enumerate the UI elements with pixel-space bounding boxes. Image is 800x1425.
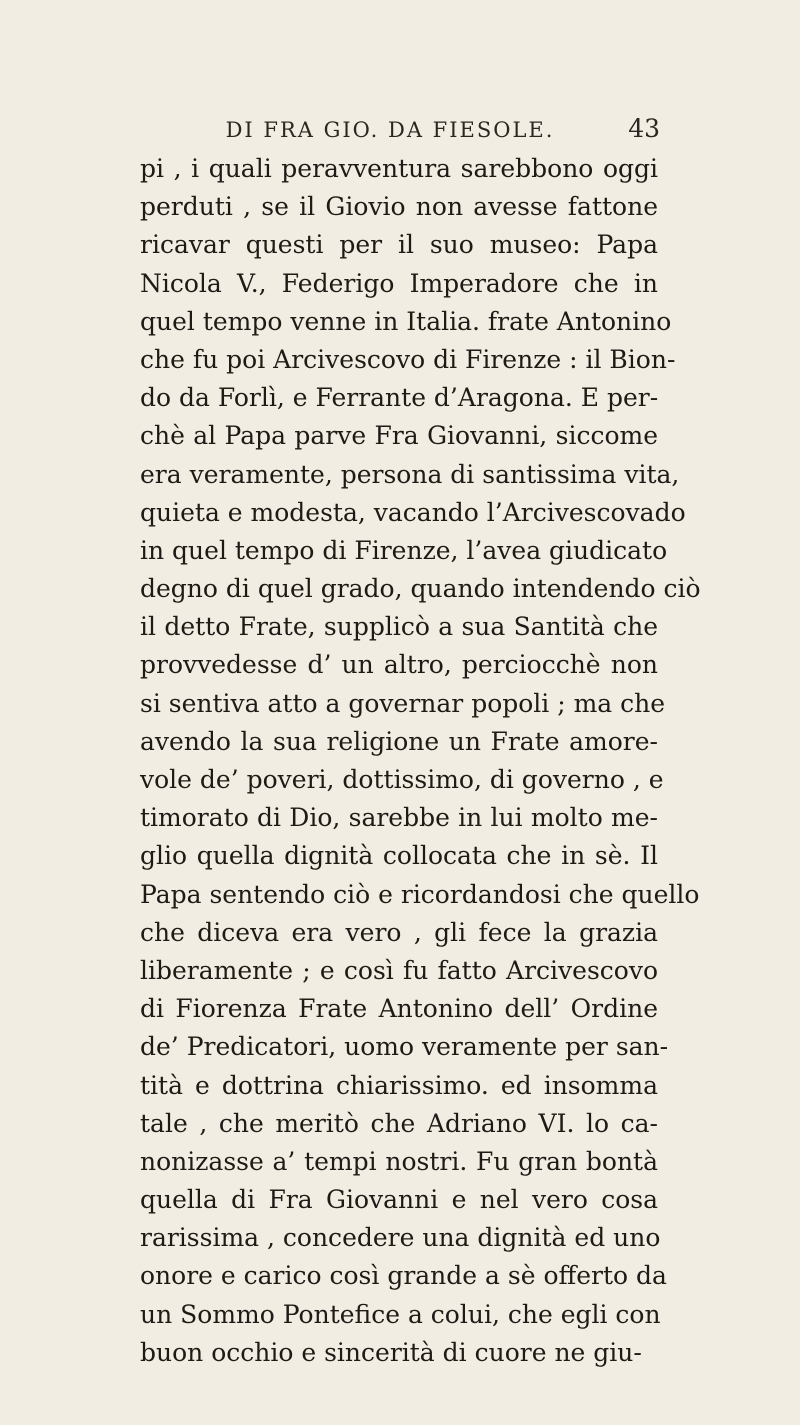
text-line: glio quella dignità collocata che in sè. Il — [140, 841, 658, 871]
text-line: onore e carico così grande a sè offerto da — [140, 1261, 667, 1291]
text-line: quella di Fra Giovanni e nel vero cosa — [140, 1185, 658, 1215]
text-line: buon occhio e sincerità di cuore ne giu- — [140, 1337, 642, 1367]
text-line: un Sommo Pontefice a colui, che egli con — [140, 1299, 661, 1329]
text-line: era veramente, persona di santissima vita, — [140, 459, 680, 489]
running-head: DI FRA GIO. DA FIESOLE. — [225, 118, 555, 142]
text-line: tità e dottrina chiarissimo. ed insomma — [140, 1070, 658, 1100]
text-line: do da Forlì, e Ferrante d’Aragona. E per- — [140, 383, 659, 413]
text-line: quel tempo venne in Italia. frate Antonino — [140, 306, 672, 336]
text-line: che fu poi Arcivescovo di Firenze : il Bion- — [140, 344, 676, 374]
text-line: vole de’ poveri, dottissimo, di governo , e — [140, 765, 664, 794]
text-line: Nicola V., Federigo Imperadore che in — [140, 268, 658, 298]
text-line: quieta e modesta, vacando l’Arcivescovado — [140, 497, 686, 527]
text-line: degno di quel grado, quando intendendo ciò — [140, 574, 701, 604]
body-text — [140, 150, 701, 1372]
text-line: perduti , se il Giovio non avesse fattone — [140, 192, 658, 222]
text-line: di Fiorenza Frate Antonino dell’ Ordine — [140, 994, 658, 1024]
text-line: rarissima , concedere una dignità ed uno — [140, 1223, 661, 1253]
text-line: chè al Papa parve Fra Giovanni, siccome — [140, 421, 658, 451]
text-line: ricavar questi per il suo museo: Papa — [140, 230, 658, 260]
text-line: in quel tempo di Firenze, l’avea giudicato — [140, 535, 668, 565]
text-line: avendo la sua religione un Frate amore- — [140, 726, 658, 756]
text-line: liberamente ; e così fu fatto Arcivescovo — [140, 955, 658, 985]
text-line: provvedesse d’ un altro, perciocchè non — [140, 650, 658, 680]
text-line: timorato di Dio, sarebbe in lui molto me- — [140, 803, 658, 833]
text-line: Papa sentendo ciò e ricordandosi che quello — [140, 879, 700, 909]
text-line: tale , che meritò che Adriano VI. lo ca- — [140, 1108, 658, 1138]
text-line: si sentiva atto a governar popoli ; ma che — [140, 688, 666, 718]
text-line: che diceva era vero , gli fece la grazia — [140, 917, 658, 947]
text-line: pi , i quali peravventura sarebbono oggi — [140, 154, 658, 183]
page-number: 43 — [628, 114, 660, 143]
text-line: nonizasse a’ tempi nostri. Fu gran bontà — [140, 1146, 658, 1176]
text-line: il detto Frate, supplicò a sua Santità che — [140, 612, 658, 642]
text-line: de’ Predicatori, uomo veramente per san- — [140, 1032, 669, 1062]
